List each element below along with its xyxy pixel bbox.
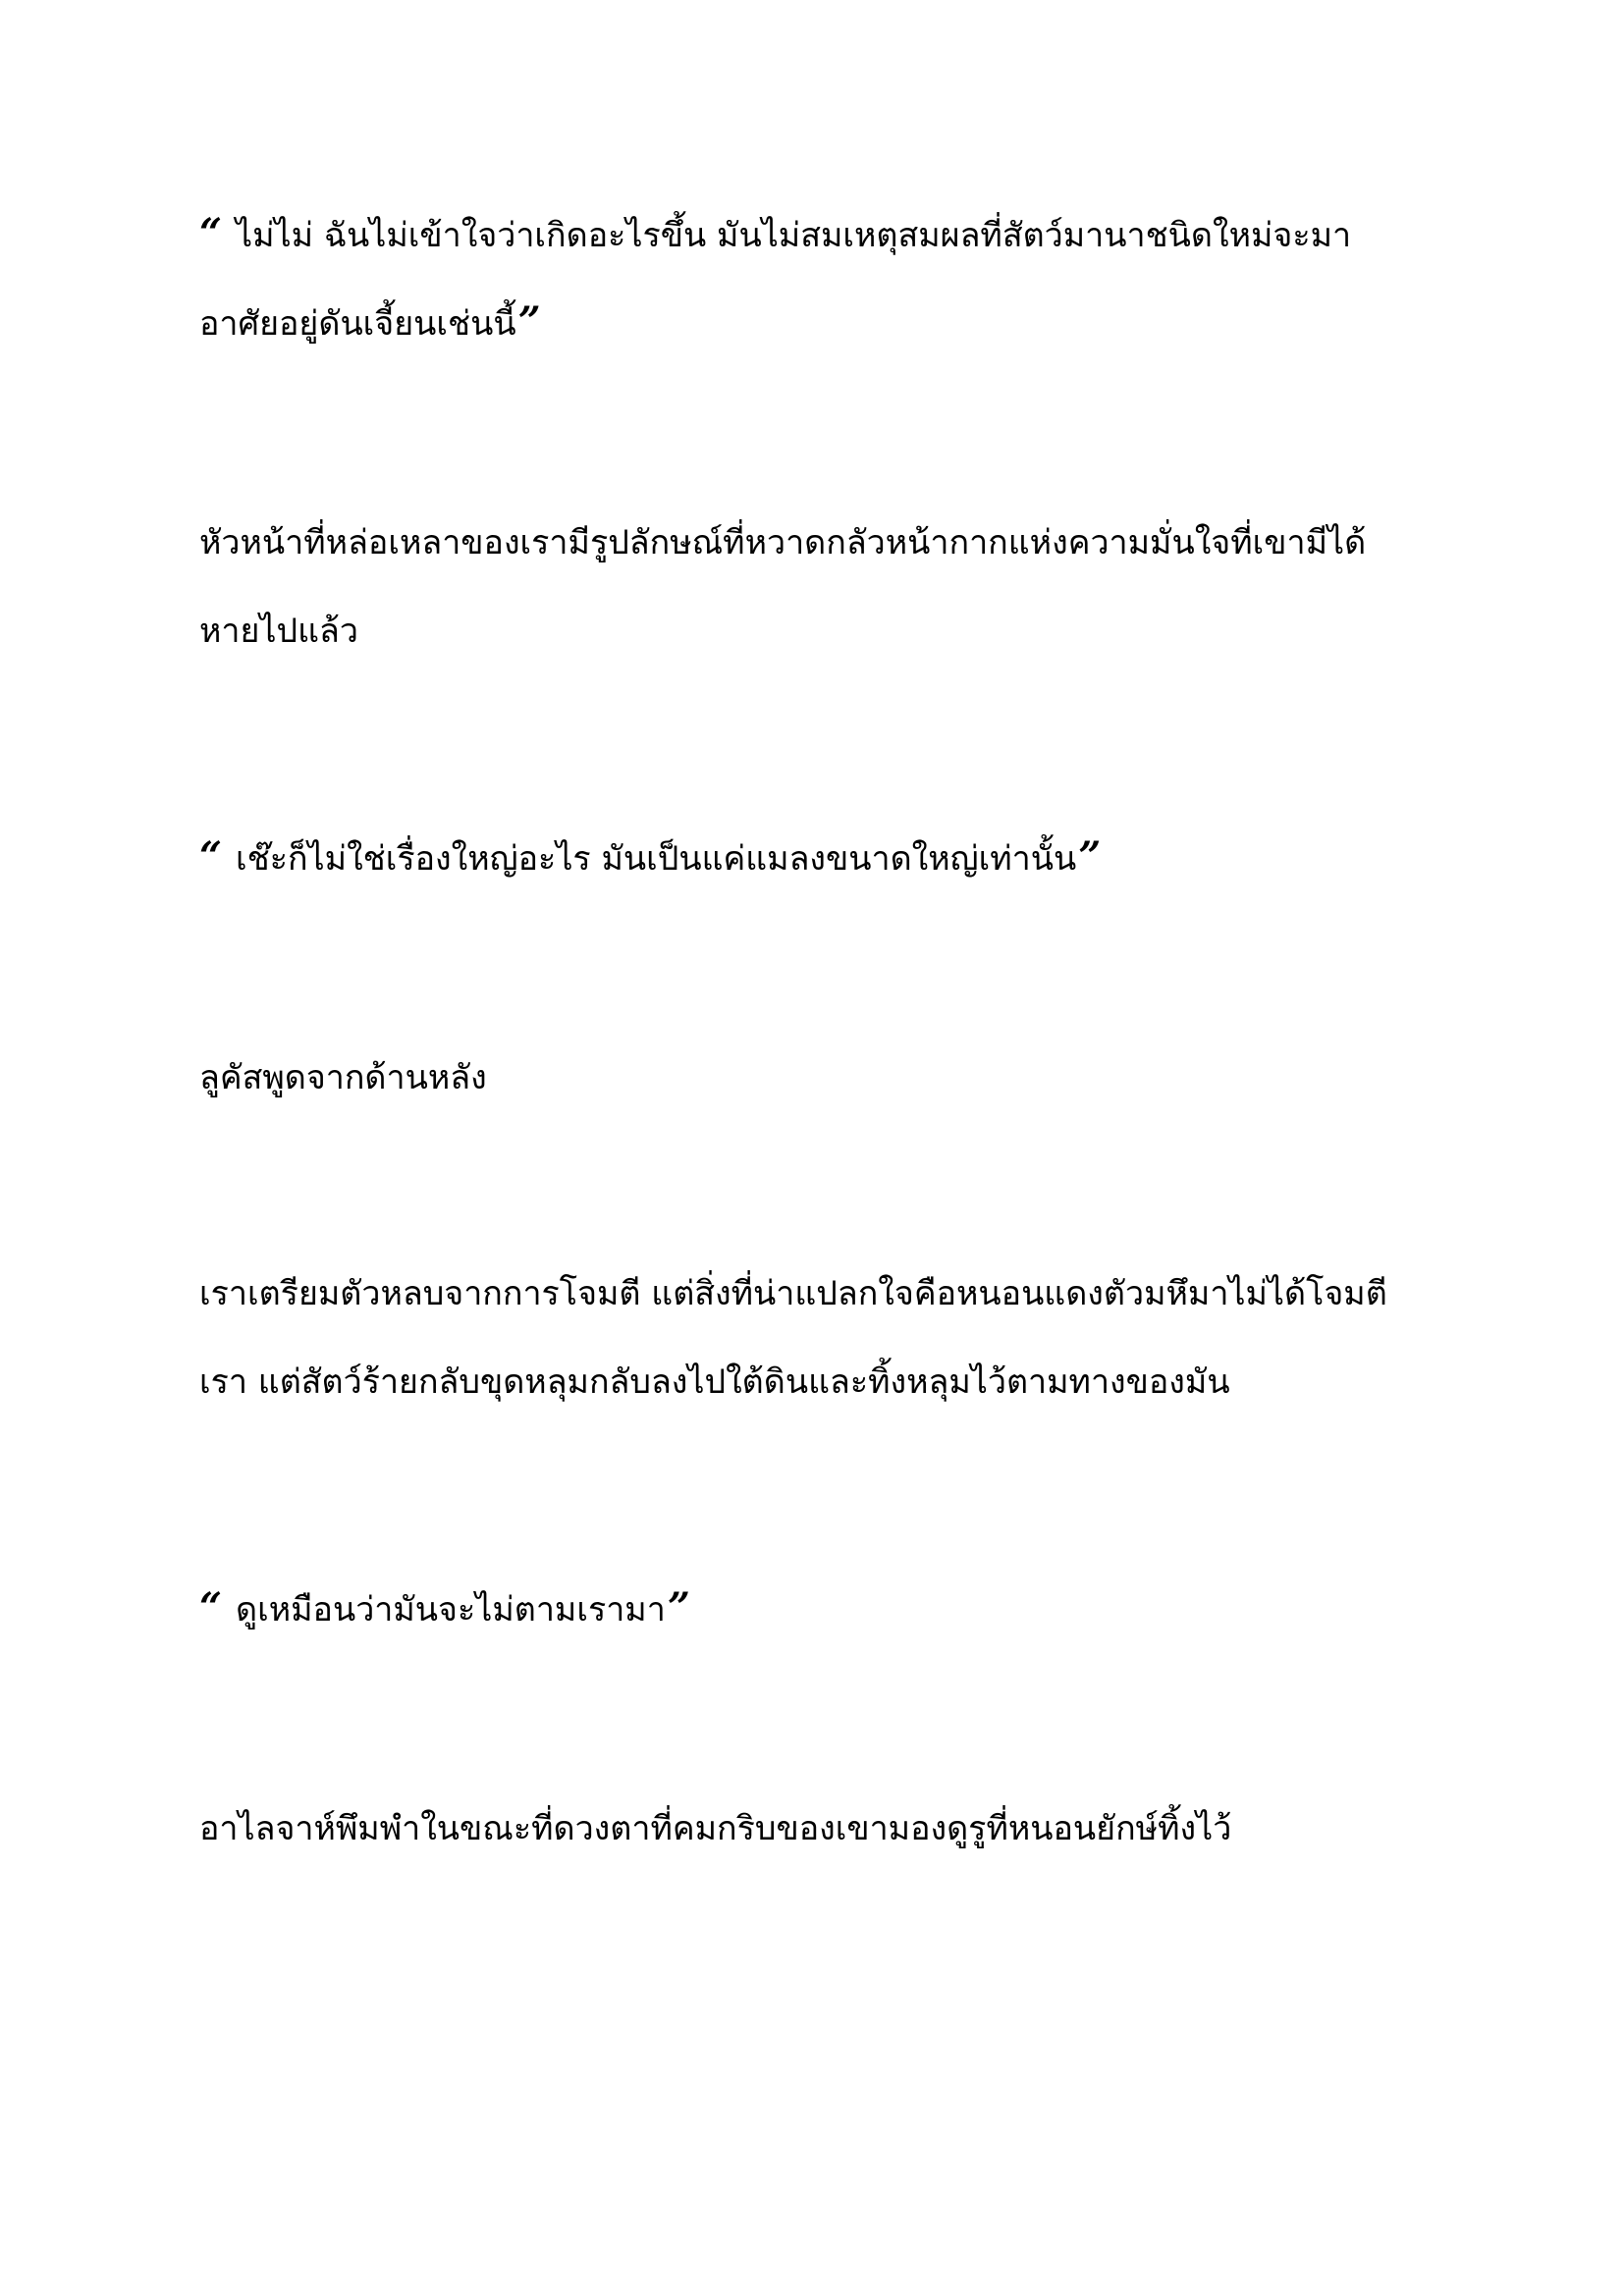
dialogue-line [199, 1585, 690, 1632]
open-quote-mark: “ [199, 833, 223, 880]
close-quote-mark: ” [1078, 833, 1102, 880]
narration-line [199, 1360, 1230, 1405]
narration-text: เรา แต่สัตว์ร้ายกลับขุดหลุมกลับลงไปใต้ดินและทิ้งหลุมไว้ตามทางของมัน [199, 1362, 1230, 1402]
dialogue-text: เช๊ะก็ไม่ใช่เรื่องใหญ่อะไร มันเป็นแค่แมลงขนาดใหญ่เท่านั้น [236, 839, 1077, 879]
narration-text: อาไลจาห์พึมพำในขณะที่ดวงตาที่คมกริบของเขามองดูรูที่หนอนยักษ์ทิ้งไว้ [199, 1809, 1232, 1848]
narration-text: เราเตรียมตัวหลบจากการโจมตี แต่สิ่งที่น่าแปลกใจคือหนอนแดงตัวมหึมาไม่ได้โจมตี [199, 1274, 1387, 1313]
open-quote-mark: “ [199, 210, 223, 256]
close-quote-mark: ” [517, 298, 541, 345]
dialogue-text: อาศัยอยู่ดันเจี้ยนเช่นนี้ [199, 304, 516, 344]
narration-line [199, 1055, 487, 1100]
dialogue-line [199, 834, 1101, 881]
narration-text: ลูคัสพูดจากด้านหลัง [199, 1058, 487, 1097]
dialogue-line [199, 299, 541, 347]
narration-line [199, 1806, 1231, 1851]
narration-line [199, 1271, 1387, 1316]
narration-text: หัวหน้าที่หล่อเหลาของเรามีรูปลักษณ์ที่หวาดกลัวหน้ากากแห่งความมั่นใจที่เขามีได้ [199, 523, 1367, 562]
close-quote-mark: ” [667, 1584, 690, 1630]
narration-text: หายไปแล้ว [199, 612, 358, 651]
narration-line [199, 609, 358, 654]
dialogue-text: ไม่ไม่ ฉันไม่เข้าใจว่าเกิดอะไรขึ้น มันไม่สมเหตุสมผลที่สัตว์มานาชนิดใหม่จะมา [236, 216, 1352, 255]
narration-line [199, 520, 1366, 565]
dialogue-line [199, 211, 1351, 258]
dialogue-text: ดูเหมือนว่ามันจะไม่ตามเรามา [236, 1590, 666, 1629]
open-quote-mark: “ [199, 1584, 223, 1630]
